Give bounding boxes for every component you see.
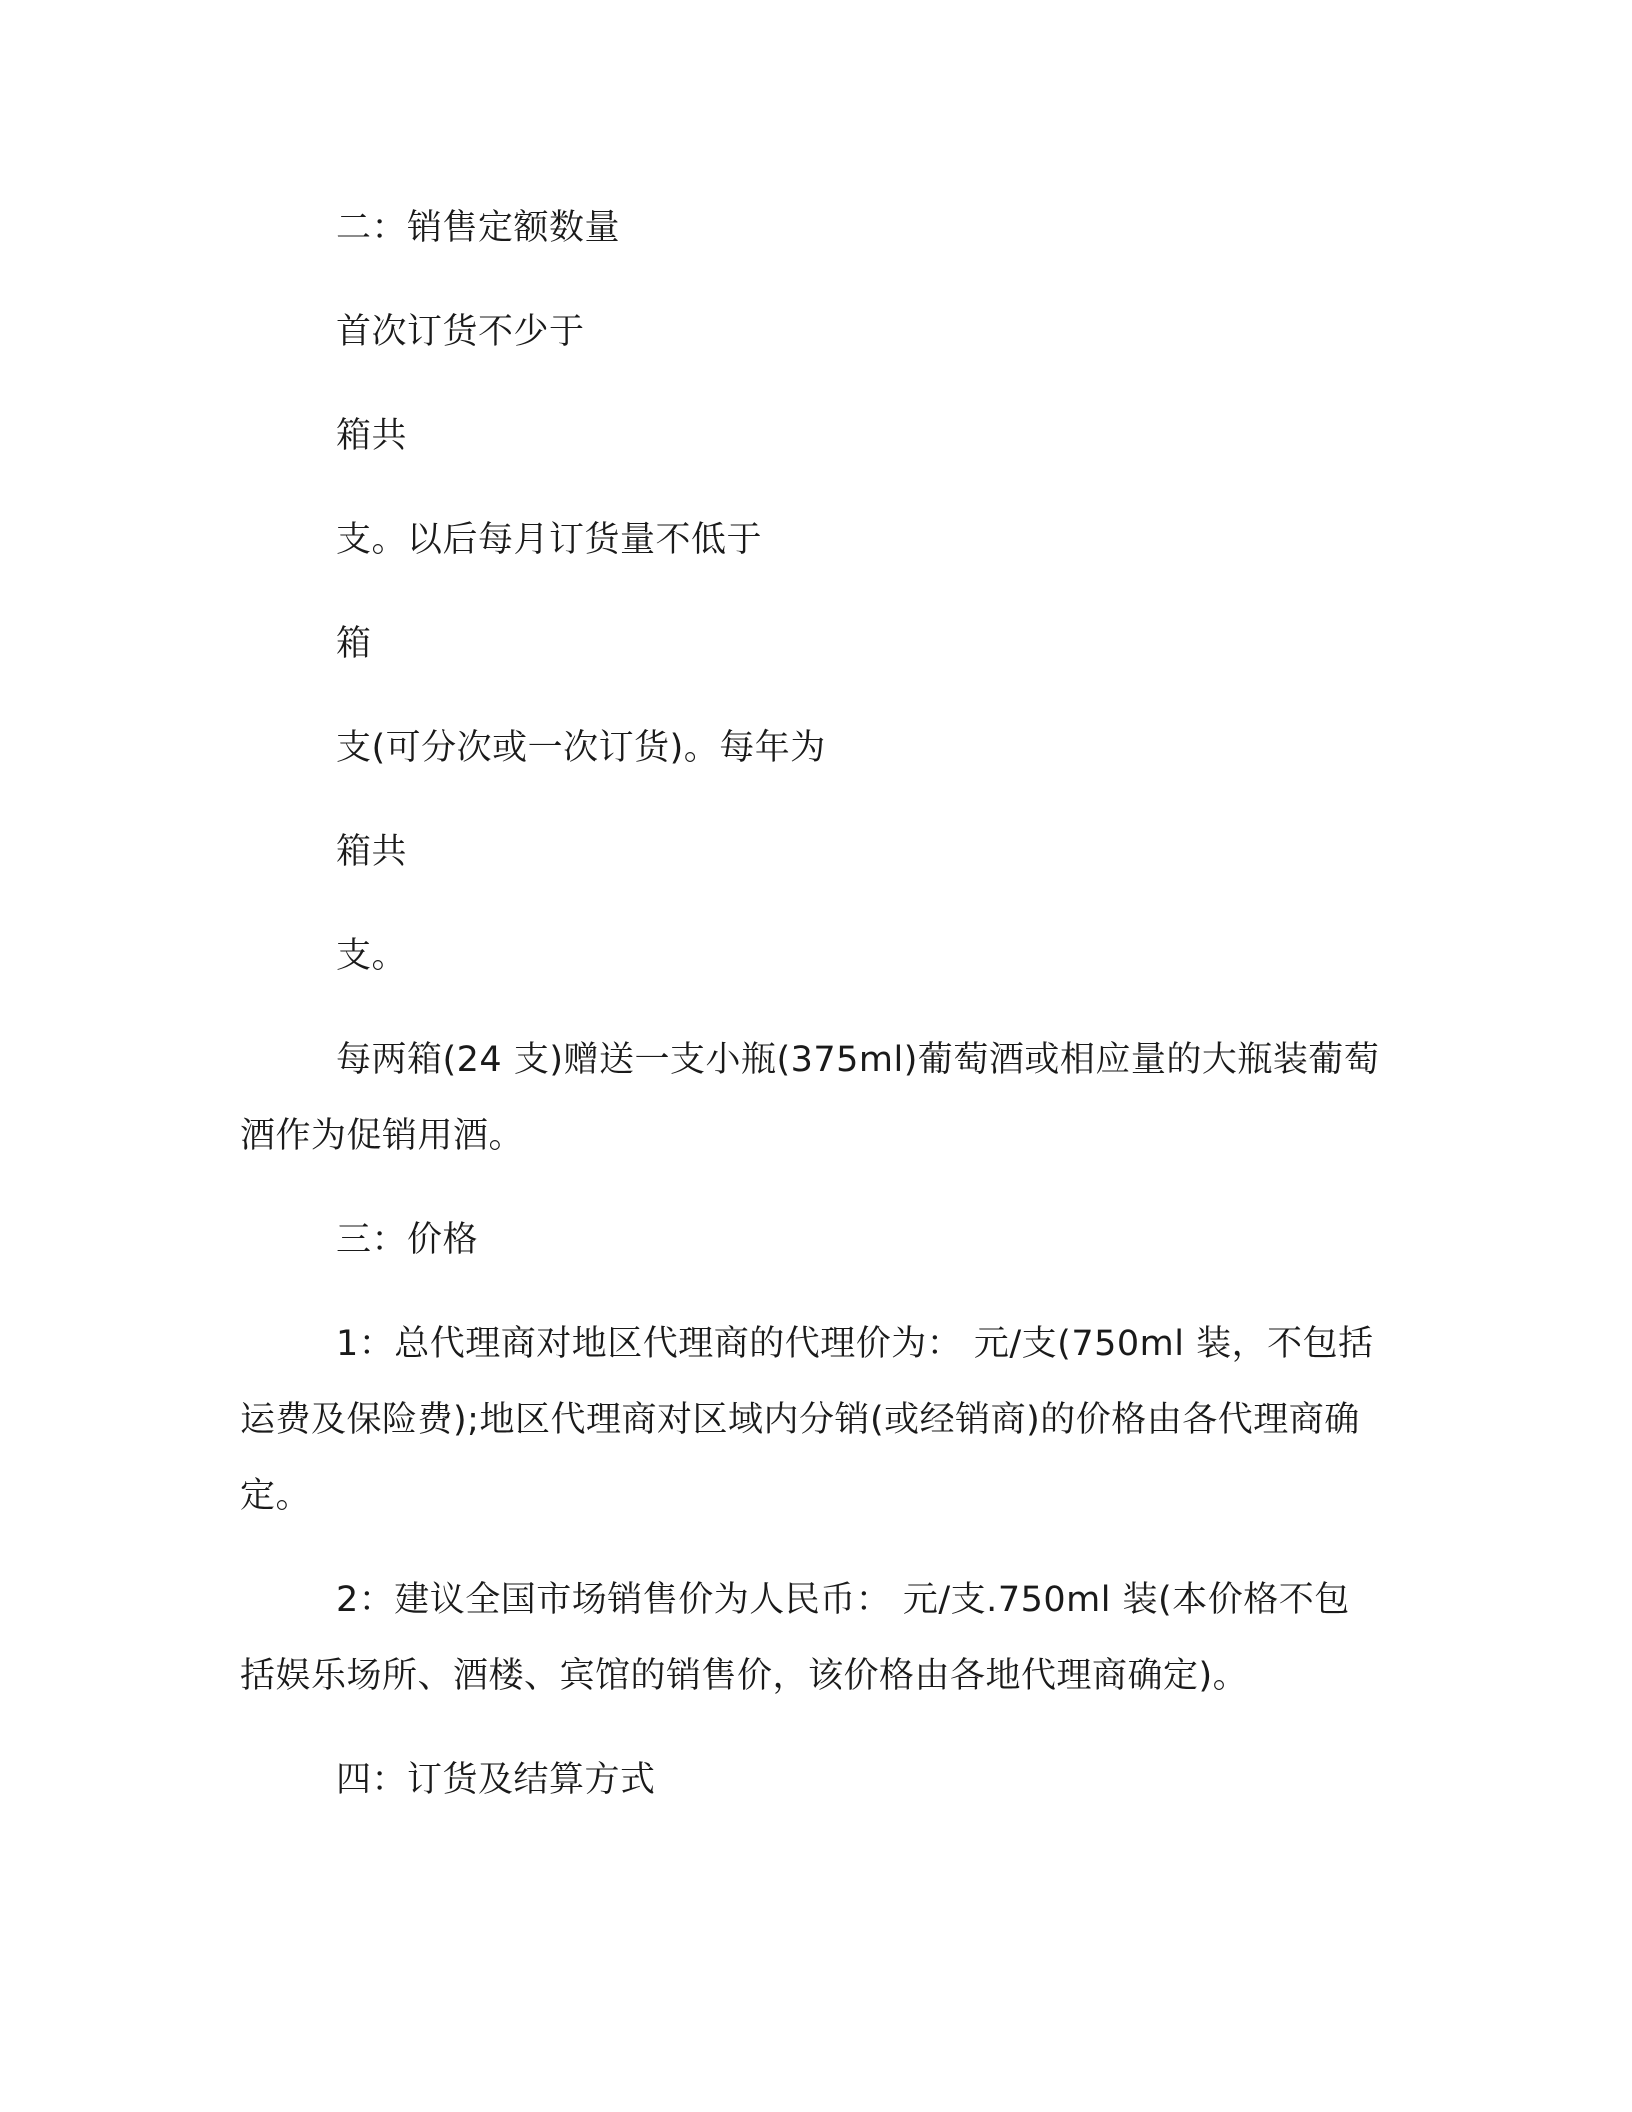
- section-heading-price: 三：价格: [336, 1220, 479, 1260]
- paragraph-first-order: 首次订货不少于: [336, 312, 585, 352]
- paragraph-cases-total: 箱共: [336, 416, 408, 456]
- paragraph-agent-price: 1：总代理商对地区代理商的代理价为： 元/支(750ml 装，不包括运费及保险费);地区代理商对区域内分销(或经销商)的价格由各代理商确定。: [240, 1324, 1374, 1516]
- document-body: [240, 190, 1380, 1818]
- paragraph-order-split: 支(可分次或一次订货)。每年为: [336, 728, 826, 768]
- section-heading-quota: 二：销售定额数量: [336, 208, 621, 248]
- paragraph-promotion: 每两箱(24 支)赠送一支小瓶(375ml)葡萄酒或相应量的大瓶装葡萄酒作为促销用酒。: [240, 1040, 1380, 1156]
- paragraph-yearly-cases: 箱共: [336, 832, 408, 872]
- paragraph-monthly-order: 支。以后每月订货量不低于: [336, 520, 763, 560]
- paragraph-bottles: 支。: [336, 936, 408, 976]
- section-heading-settlement: 四：订货及结算方式: [336, 1760, 656, 1800]
- paragraph-cases: 箱: [336, 624, 372, 664]
- paragraph-retail-price: 2：建议全国市场销售价为人民币： 元/支.750ml 装(本价格不包括娱乐场所、酒楼、宾馆的销售价，该价格由各地代理商确定)。: [240, 1580, 1350, 1696]
